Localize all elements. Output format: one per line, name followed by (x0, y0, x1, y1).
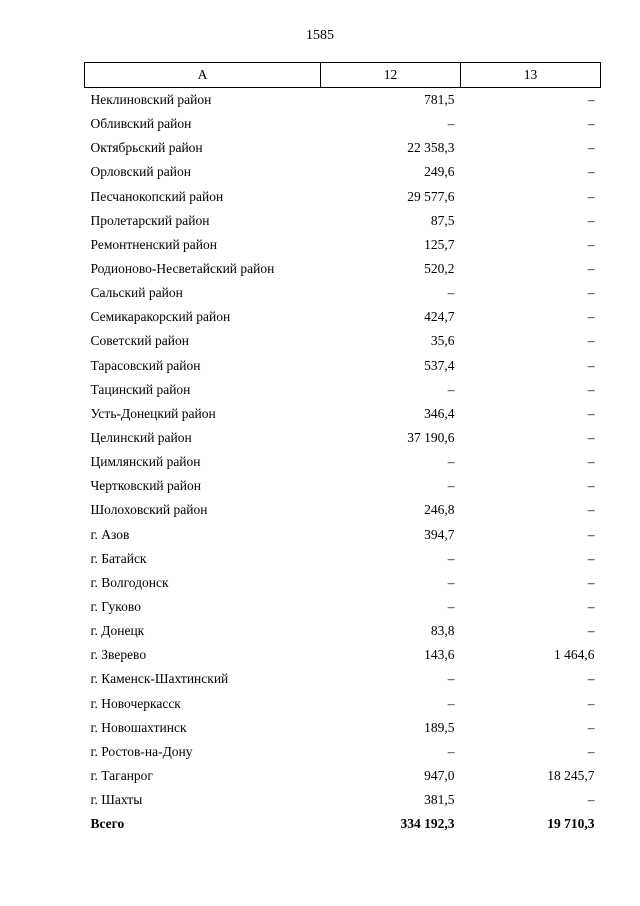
row-value-12: 29 577,6 (407, 188, 455, 204)
row-name: г. Гуково (90, 599, 141, 615)
data-table (84, 62, 601, 836)
table-row (85, 547, 601, 571)
table-row (85, 667, 601, 691)
header-col-13: 13 (461, 63, 601, 88)
row-value-12: 87,5 (430, 212, 455, 228)
table-row (85, 378, 601, 402)
row-name: г. Батайск (90, 550, 147, 566)
table-row (85, 281, 601, 305)
table-row (85, 692, 601, 716)
row-value-12: 381,5 (424, 792, 455, 808)
table-row (85, 257, 601, 281)
row-value-13: 18 245,7 (547, 768, 595, 783)
table-header (85, 63, 601, 88)
row-value-13: – (587, 574, 595, 590)
row-value-12: 781,5 (424, 92, 455, 108)
table-row (85, 209, 601, 233)
row-value-12: 125,7 (424, 236, 455, 252)
row-name: Цимлянский район (90, 454, 201, 470)
table-row (85, 498, 601, 522)
row-value-12: 520,2 (424, 261, 455, 277)
row-value-12: – (447, 478, 455, 494)
page-number: 1585 (306, 28, 334, 43)
table-row (85, 233, 601, 257)
row-value-12: 37 190,6 (407, 430, 455, 446)
row-name: Неклиновский район (90, 92, 212, 108)
row-value-13: – (587, 671, 595, 687)
table-row (85, 426, 601, 450)
row-value-12: – (447, 671, 455, 687)
row-value-12: 346,4 (424, 405, 455, 421)
row-value-13: – (587, 212, 595, 228)
row-name: Усть-Донецкий район (90, 405, 216, 421)
table-row (85, 88, 601, 113)
row-value-13: – (587, 550, 595, 566)
row-value-12: 947,0 (424, 768, 455, 783)
row-value-12: – (447, 743, 455, 759)
total-row (85, 812, 601, 836)
row-value-12: 424,7 (424, 309, 455, 325)
row-value-13: – (587, 285, 595, 301)
table-row (85, 474, 601, 498)
table-row (85, 523, 601, 547)
table-row (85, 136, 601, 160)
row-name: Ремонтненский район (90, 236, 217, 252)
row-name: г. Каменск-Шахтинский (90, 671, 229, 687)
row-name: г. Зверево (90, 647, 147, 663)
row-name: Родионово-Несветайский район (90, 261, 275, 277)
table-row (85, 185, 601, 209)
row-name: Семикаракорский район (90, 309, 231, 325)
row-value-13: – (587, 719, 595, 735)
row-name: г. Шахты (90, 792, 143, 808)
row-value-13: – (587, 405, 595, 421)
row-name: г. Новошахтинск (90, 719, 187, 735)
row-value-12: 249,6 (424, 164, 455, 180)
row-value-13: – (587, 454, 595, 470)
header-col-12: 12 (321, 63, 461, 88)
table-row (85, 595, 601, 619)
row-value-13: – (587, 140, 595, 156)
row-value-13: – (587, 623, 595, 639)
row-name: г. Ростов-на-Дону (90, 743, 193, 759)
table-row (85, 354, 601, 378)
row-name: г. Новочеркасск (90, 695, 181, 711)
row-value-13: – (587, 116, 595, 132)
total-value-12: 334 192,3 (400, 816, 455, 832)
row-name: Тацинский район (90, 381, 191, 397)
row-name: Пролетарский район (90, 212, 210, 228)
row-name: Сальский район (90, 285, 183, 301)
table-row (85, 740, 601, 764)
row-name: Песчанокопский район (90, 188, 224, 204)
row-value-12: – (447, 285, 455, 301)
row-value-13: 1 464,6 (554, 647, 595, 663)
row-value-12: 394,7 (424, 526, 455, 542)
row-name: Шолоховский район (90, 502, 208, 518)
table-row (85, 305, 601, 329)
table-row (85, 788, 601, 812)
row-value-13: – (587, 478, 595, 494)
row-value-13: – (587, 743, 595, 759)
row-name: г. Волгодонск (90, 574, 169, 590)
table-row (85, 716, 601, 740)
table-row (85, 450, 601, 474)
row-value-13: – (587, 309, 595, 325)
row-value-13: – (587, 695, 595, 711)
table-row (85, 160, 601, 184)
table-row (85, 112, 601, 136)
row-value-12: – (447, 116, 455, 132)
row-name: Советский район (90, 333, 189, 349)
row-name: Обливский район (90, 116, 192, 132)
row-name: г. Таганрог (90, 768, 153, 783)
row-value-13: – (587, 188, 595, 204)
row-value-12: – (447, 574, 455, 590)
row-value-13: – (587, 357, 595, 373)
row-name: Орловский район (90, 164, 191, 180)
total-value-13: 19 710,3 (547, 816, 595, 832)
row-name: Октябрьский район (90, 140, 203, 156)
table-row (85, 643, 601, 667)
row-name: Тарасовский район (90, 357, 201, 373)
table-row (85, 619, 601, 643)
row-value-12: 83,8 (430, 623, 455, 639)
row-value-13: – (587, 599, 595, 615)
row-value-13: – (587, 792, 595, 808)
row-value-12: 35,6 (430, 333, 455, 349)
table-row (85, 402, 601, 426)
row-value-13: – (587, 261, 595, 277)
row-value-13: – (587, 430, 595, 446)
header-row (85, 63, 601, 88)
row-name: г. Азов (90, 526, 130, 542)
row-value-13: – (587, 381, 595, 397)
row-value-13: – (587, 526, 595, 542)
row-name: Целинский район (90, 430, 192, 446)
table-row (85, 764, 601, 788)
row-value-12: 246,8 (424, 502, 455, 518)
row-value-13: – (587, 92, 595, 108)
row-value-12: – (447, 599, 455, 615)
row-value-12: – (447, 381, 455, 397)
row-value-12: 189,5 (424, 719, 455, 735)
row-name: г. Донецк (90, 623, 145, 639)
header-col-a: А (85, 63, 321, 88)
row-value-13: – (587, 236, 595, 252)
row-value-12: – (447, 550, 455, 566)
row-value-12: 143,6 (424, 647, 455, 663)
table-row (85, 329, 601, 353)
total-label: Всего (90, 816, 125, 832)
table-row (85, 571, 601, 595)
row-value-12: 537,4 (424, 357, 455, 373)
row-name: Чертковский район (90, 478, 201, 494)
row-value-13: – (587, 164, 595, 180)
row-value-12: 22 358,3 (407, 140, 455, 156)
row-value-13: – (587, 333, 595, 349)
row-value-13: – (587, 502, 595, 518)
row-value-12: – (447, 454, 455, 470)
table-body (85, 88, 601, 837)
row-value-12: – (447, 695, 455, 711)
